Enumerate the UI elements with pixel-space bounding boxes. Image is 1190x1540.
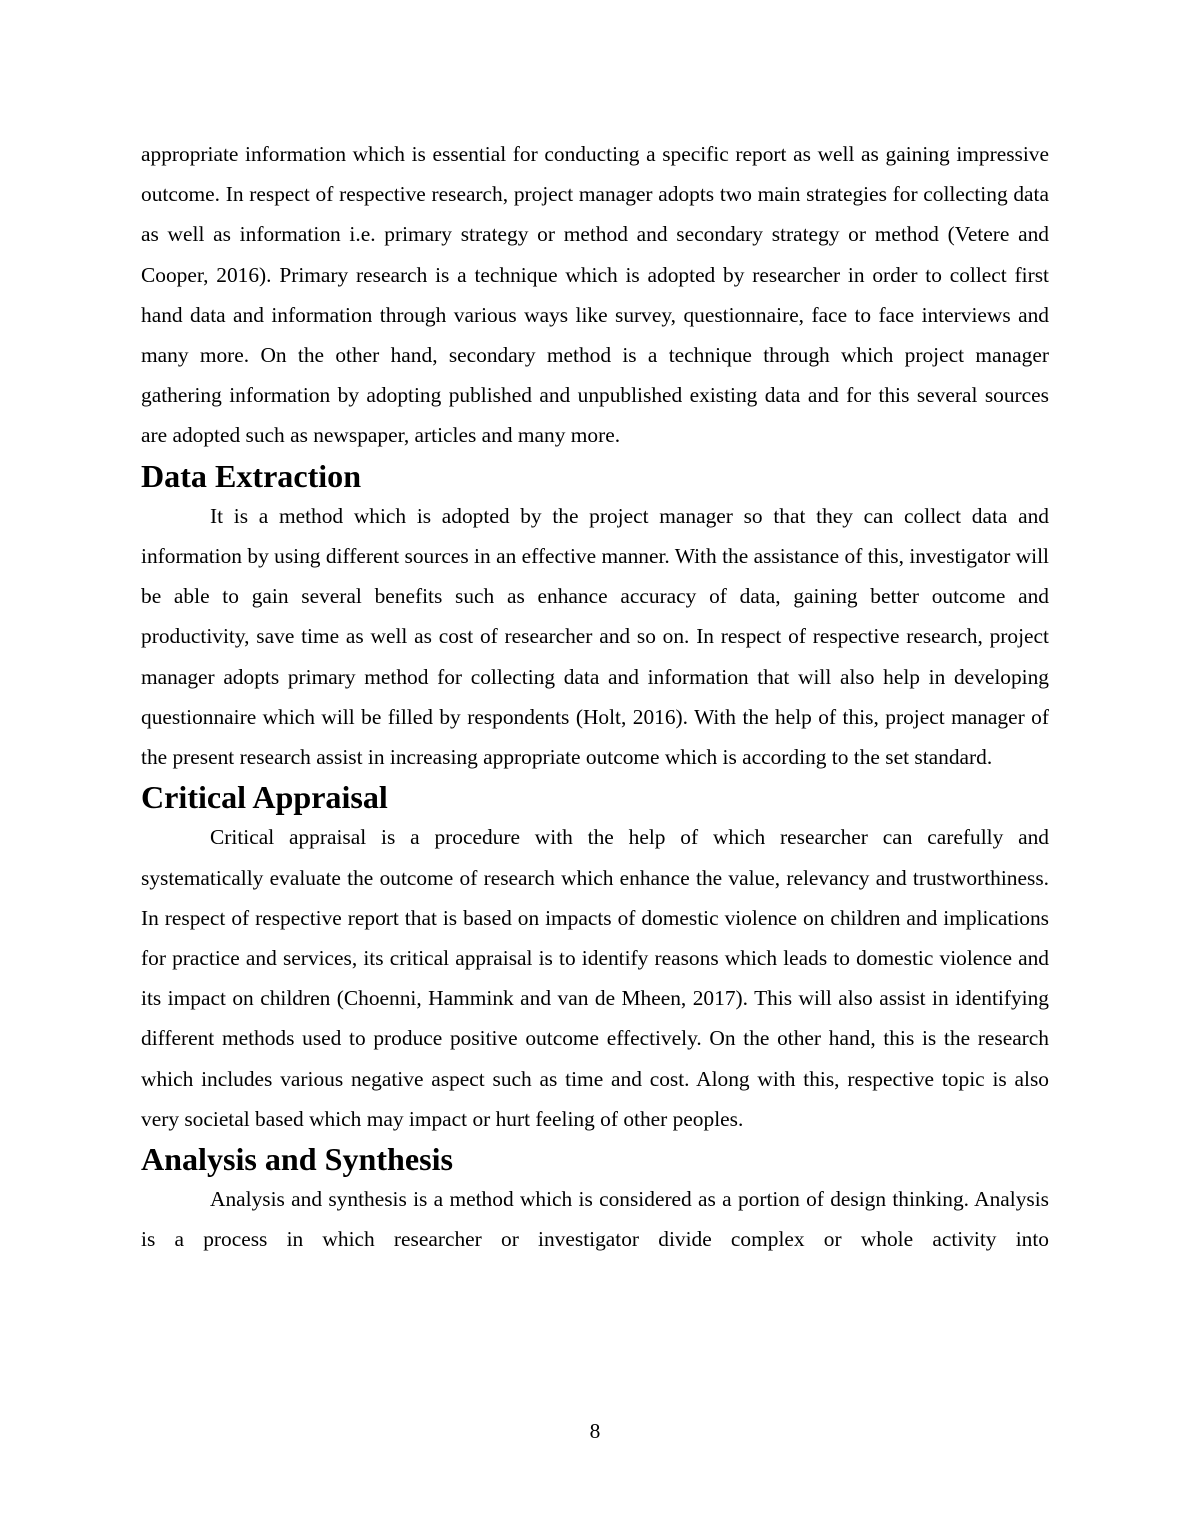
section-heading-analysis-synthesis: Analysis and Synthesis	[141, 1141, 453, 1178]
section-heading-critical-appraisal: Critical Appraisal	[141, 779, 388, 816]
page-body	[141, 134, 1049, 1260]
section-heading-data-extraction: Data Extraction	[141, 457, 362, 494]
analysis-synthesis-paragraph: Analysis and synthesis is a method which is considered as a portion of design thinking. Analysis is a process in which researcher or investigator divide complex or whole activity into	[141, 1187, 1049, 1252]
page-number: 8	[589, 1419, 601, 1443]
intro-paragraph: appropriate information which is essential for conducting a specific report as well as gaining impressive outcome. In respect of respective research, project manager adopts two main strategies for collecting data as well as information i.e. primary strategy or method and secondary strategy or method (Vetere and Cooper, 2016). Primary research is a technique which is adopted by researcher in order to collect first hand data and information through various ways like survey, questionnaire, face to face interviews and many more. On the other hand, secondary method is a technique through which project manager gathering information by adopting published and unpublished existing data and for this several sources are adopted such as newspaper, articles and many more.	[141, 142, 1049, 448]
critical-appraisal-paragraph: Critical appraisal is a procedure with the help of which researcher can carefully and systematically evaluate the outcome of research which enhance the value, relevancy and trustworthiness. In respect of respective report that is based on impacts of domestic violence on children and implications for practice and services, its critical appraisal is to identify reasons which leads to domestic violence and its impact on children (Choenni, Hammink and van de Mheen, 2017). This will also assist in identifying different methods used to produce positive outcome effectively. On the other hand, this is the research which includes various negative aspect such as time and cost. Along with this, respective topic is also very societal based which may impact or hurt feeling of other peoples.	[141, 825, 1049, 1131]
data-extraction-paragraph: It is a method which is adopted by the project manager so that they can collect data and information by using different sources in an effective manner. With the assistance of this, investigator will be able to gain several benefits such as enhance accuracy of data, gaining better outcome and productivity, save time as well as cost of researcher and so on. In respect of respective research, project manager adopts primary method for collecting data and information that will also help in developing questionnaire which will be filled by respondents (Holt, 2016). With the help of this, project manager of the present research assist in increasing appropriate outcome which is according to the set standard.	[141, 503, 1049, 770]
